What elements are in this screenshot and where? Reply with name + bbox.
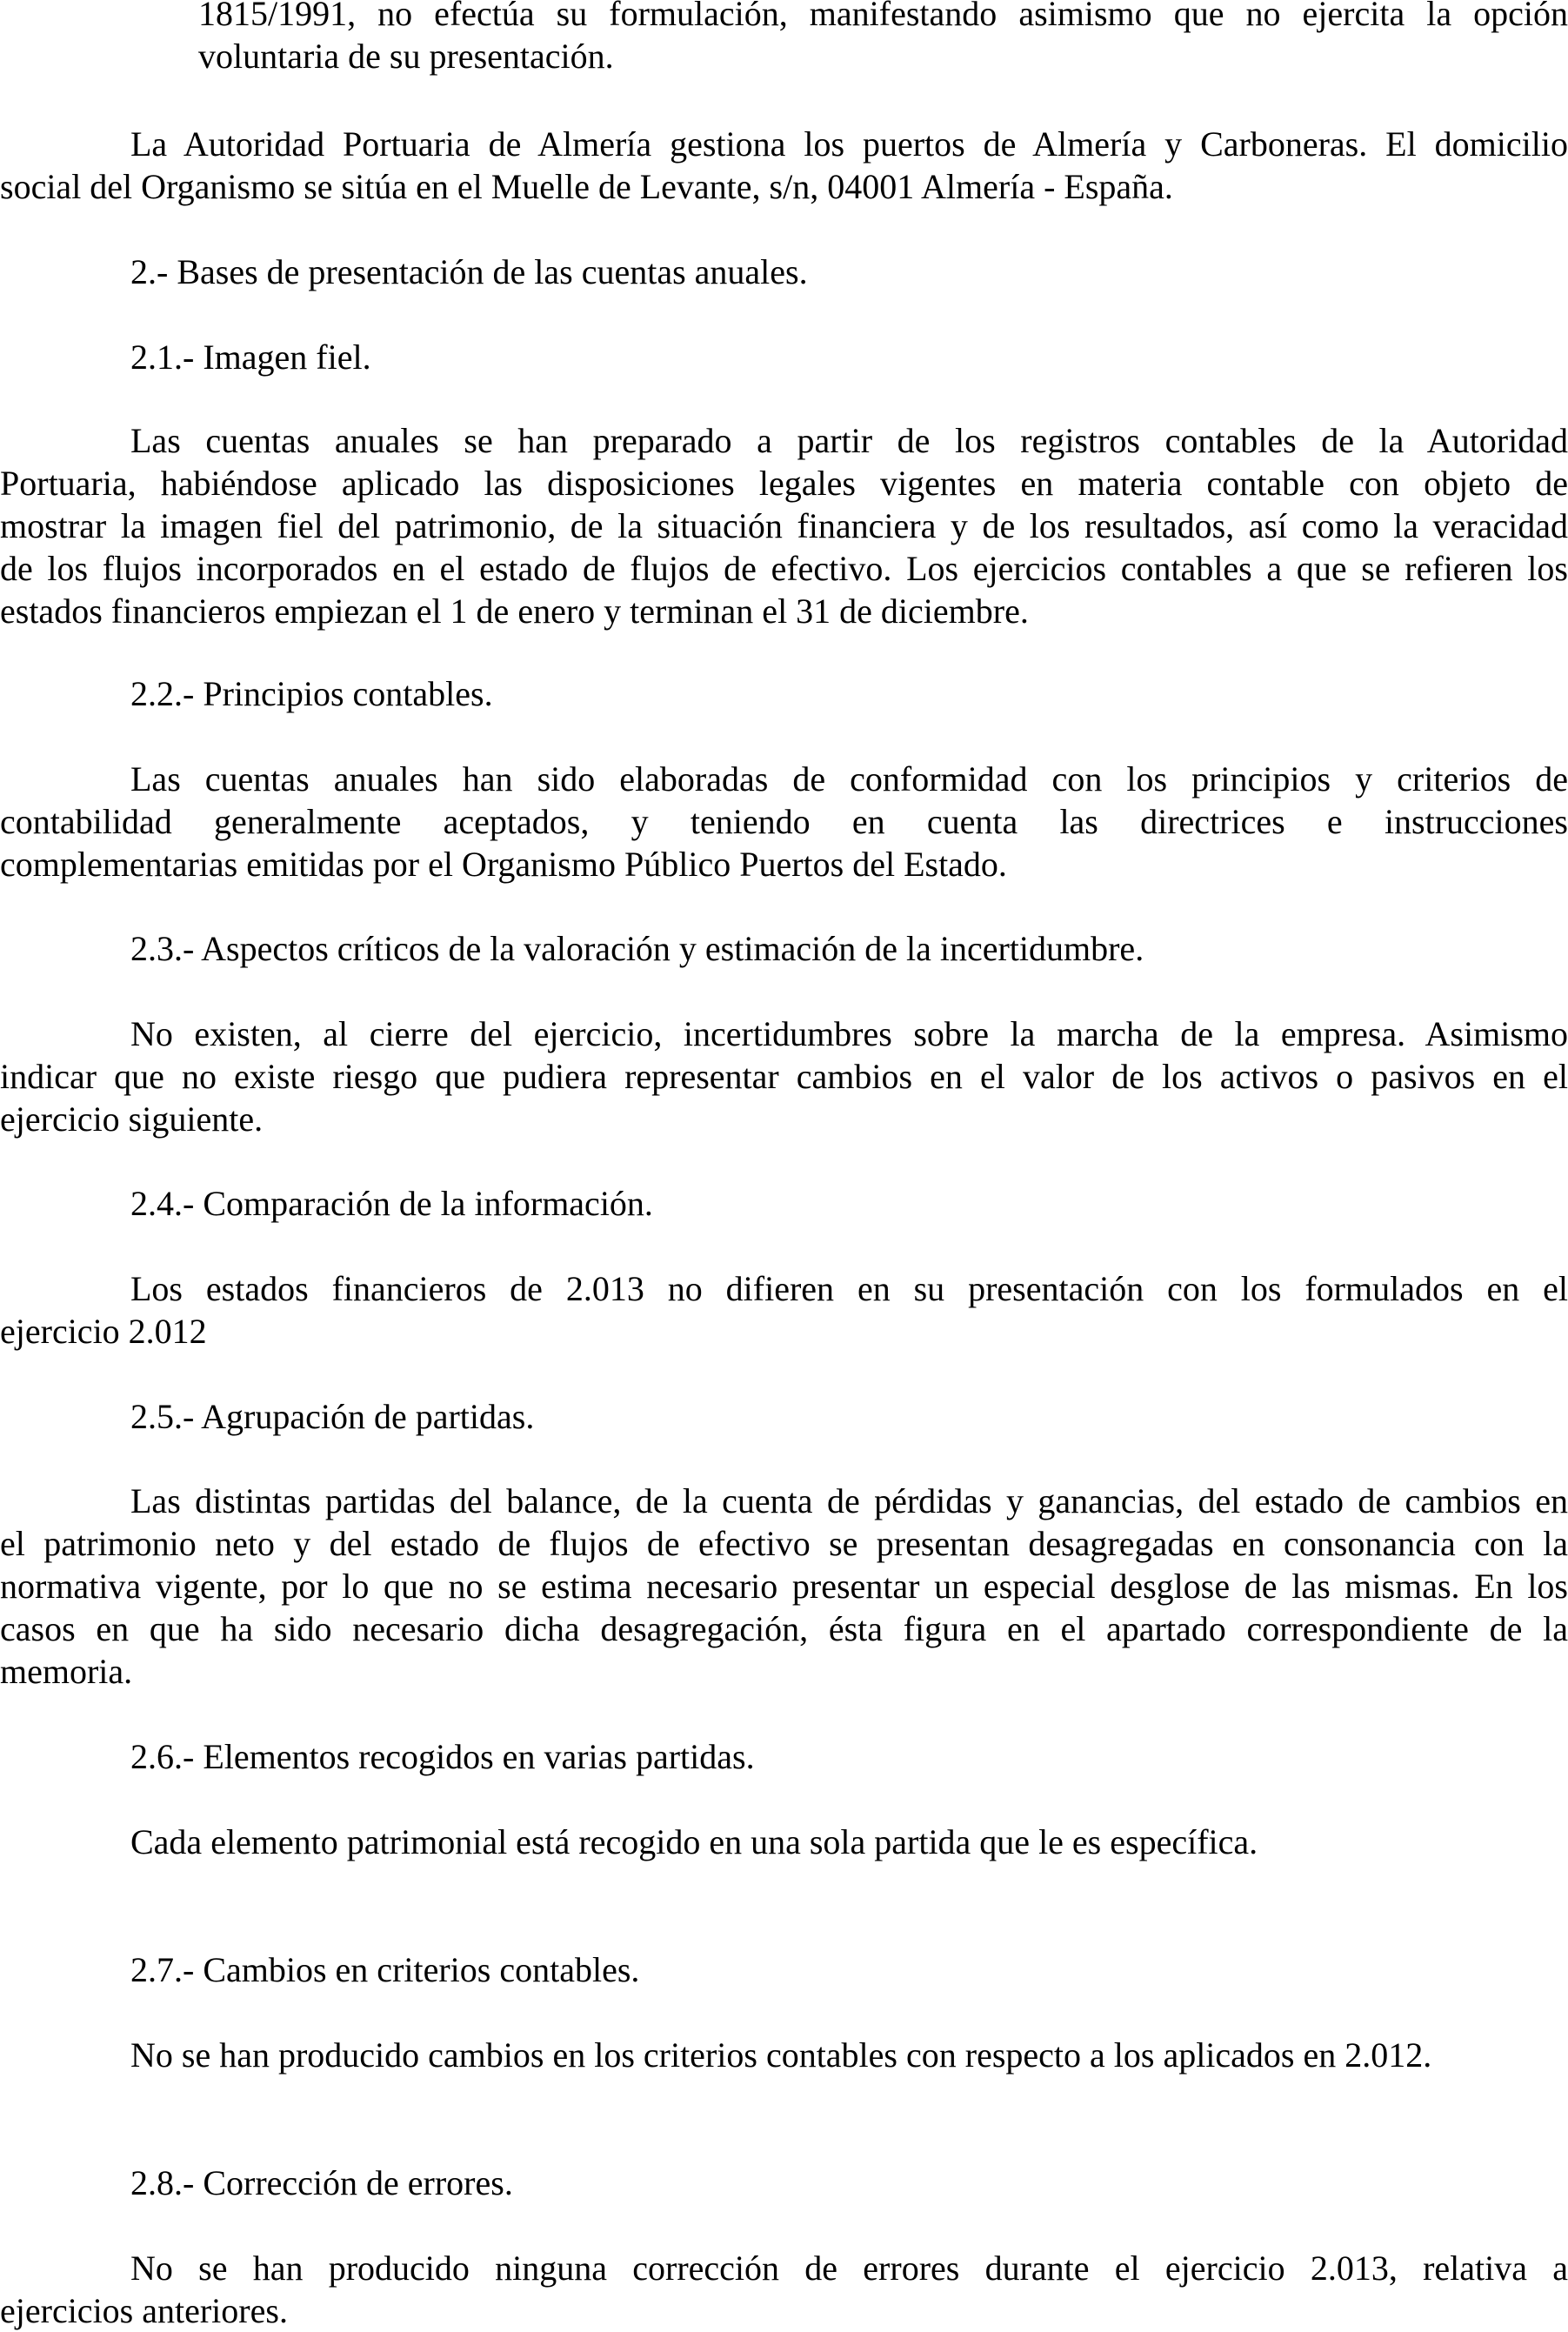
text-line: complementarias emitidas por el Organismo Público Puertos del Estado. — [0, 845, 1007, 884]
section-heading-2-3 — [0, 927, 1568, 970]
section-title: Principios contables. — [203, 674, 493, 713]
authority-paragraph — [0, 123, 1568, 208]
text-line: ejercicios anteriores. — [0, 2291, 288, 2330]
agrupacion-paragraph — [0, 1480, 1568, 1693]
section-number: 2.2.- — [130, 674, 195, 713]
text-line: No se han producido ninguna corrección de errores durante el ejercicio 2.013, relativa a — [130, 2248, 1568, 2288]
section-heading-2-7 — [0, 1948, 1568, 1991]
principios-paragraph — [0, 758, 1568, 885]
section-title: Comparación de la información. — [203, 1184, 653, 1223]
section-number: 2.- — [130, 252, 169, 291]
cambios-paragraph — [0, 2034, 1568, 2076]
text-line: el patrimonio neto y del estado de flujos de efectivo se presentan desagregadas en consonancia con la — [0, 1524, 1568, 1563]
text-line: Las cuentas anuales han sido elaboradas de conformidad con los principios y criterios de — [130, 759, 1568, 798]
section-title: Cambios en criterios contables. — [203, 1950, 640, 1989]
text-line: No se han producido cambios en los criterios contables con respecto a los aplicados en 2.012. — [130, 2035, 1432, 2075]
section-number: 2.6.- — [130, 1737, 195, 1776]
intro-paragraph — [0, 0, 1568, 77]
section-heading-2-2 — [0, 672, 1568, 715]
text-line: indicar que no existe riesgo que pudiera representar cambios en el valor de los activos o pasivos en el — [0, 1057, 1568, 1096]
text-line: ejercicio 2.012 — [0, 1312, 207, 1351]
elementos-paragraph — [0, 1821, 1568, 1863]
text-line: estados financieros empiezan el 1 de enero y terminan el 31 de diciembre. — [0, 591, 1029, 631]
text-line: Cada elemento patrimonial está recogido en una sola partida que le es específica. — [130, 1822, 1258, 1861]
section-heading-2-5 — [0, 1395, 1568, 1438]
text-line: de los flujos incorporados en el estado de flujos de efectivo. Los ejercicios contables a que se refieren los — [0, 549, 1568, 588]
section-heading-2-4 — [0, 1182, 1568, 1225]
section-number: 2.4.- — [130, 1184, 195, 1223]
section-number: 2.7.- — [130, 1950, 195, 1989]
errores-paragraph — [0, 2247, 1568, 2332]
section-title: Corrección de errores. — [203, 2163, 513, 2202]
text-line: Los estados financieros de 2.013 no difieren en su presentación con los formulados en el — [130, 1269, 1568, 1308]
text-line: voluntaria de su presentación. — [198, 37, 614, 76]
section-title: Aspectos críticos de la valoración y estimación de la incertidumbre. — [201, 929, 1144, 968]
section-heading-2-1 — [0, 336, 1568, 378]
text-line: mostrar la imagen fiel del patrimonio, de la situación financiera y de los resultados, así como la veracidad — [0, 506, 1568, 545]
section-number: 2.1.- — [130, 337, 195, 377]
text-line: No existen, al cierre del ejercicio, incertidumbres sobre la marcha de la empresa. Asimismo — [130, 1014, 1568, 1053]
section-title: Elementos recogidos en varias partidas. — [203, 1737, 755, 1776]
text-line: normativa vigente, por lo que no se estima necesario presentar un especial desglose de las mismas. En los — [0, 1567, 1568, 1606]
text-line: Las cuentas anuales se han preparado a partir de los registros contables de la Autoridad — [130, 421, 1568, 460]
text-line: Las distintas partidas del balance, de la cuenta de pérdidas y ganancias, del estado de cambios en — [130, 1481, 1568, 1520]
section-heading-2 — [0, 251, 1568, 293]
section-title: Imagen fiel. — [203, 337, 371, 377]
text-line: memoria. — [0, 1652, 133, 1691]
text-line: La Autoridad Portuaria de Almería gestiona los puertos de Almería y Carboneras. El domicilio — [130, 124, 1568, 164]
section-number: 2.3.- — [130, 929, 195, 968]
incertidumbre-paragraph — [0, 1012, 1568, 1140]
section-number: 2.5.- — [130, 1397, 195, 1436]
text-line: 1815/1991, no efectúa su formulación, manifestando asimismo que no ejercita la opción — [198, 0, 1568, 33]
text-line: social del Organismo se sitúa en el Muelle de Levante, s/n, 04001 Almería - España. — [0, 167, 1173, 206]
text-line: Portuaria, habiéndose aplicado las disposiciones legales vigentes en materia contable con objeto de — [0, 464, 1568, 503]
text-line: ejercicio siguiente. — [0, 1099, 264, 1139]
text-line: contabilidad generalmente aceptados, y teniendo en cuenta las directrices e instrucciones — [0, 802, 1568, 841]
text-line: casos en que ha sido necesario dicha desagregación, ésta figura en el apartado correspondiente de la — [0, 1609, 1568, 1648]
section-number: 2.8.- — [130, 2163, 195, 2202]
section-heading-2-8 — [0, 2162, 1568, 2204]
imagen-fiel-paragraph — [0, 419, 1568, 632]
comparacion-paragraph — [0, 1267, 1568, 1353]
section-heading-2-6 — [0, 1735, 1568, 1778]
section-title: Agrupación de partidas. — [201, 1397, 535, 1436]
section-title: Bases de presentación de las cuentas anuales. — [177, 252, 808, 291]
